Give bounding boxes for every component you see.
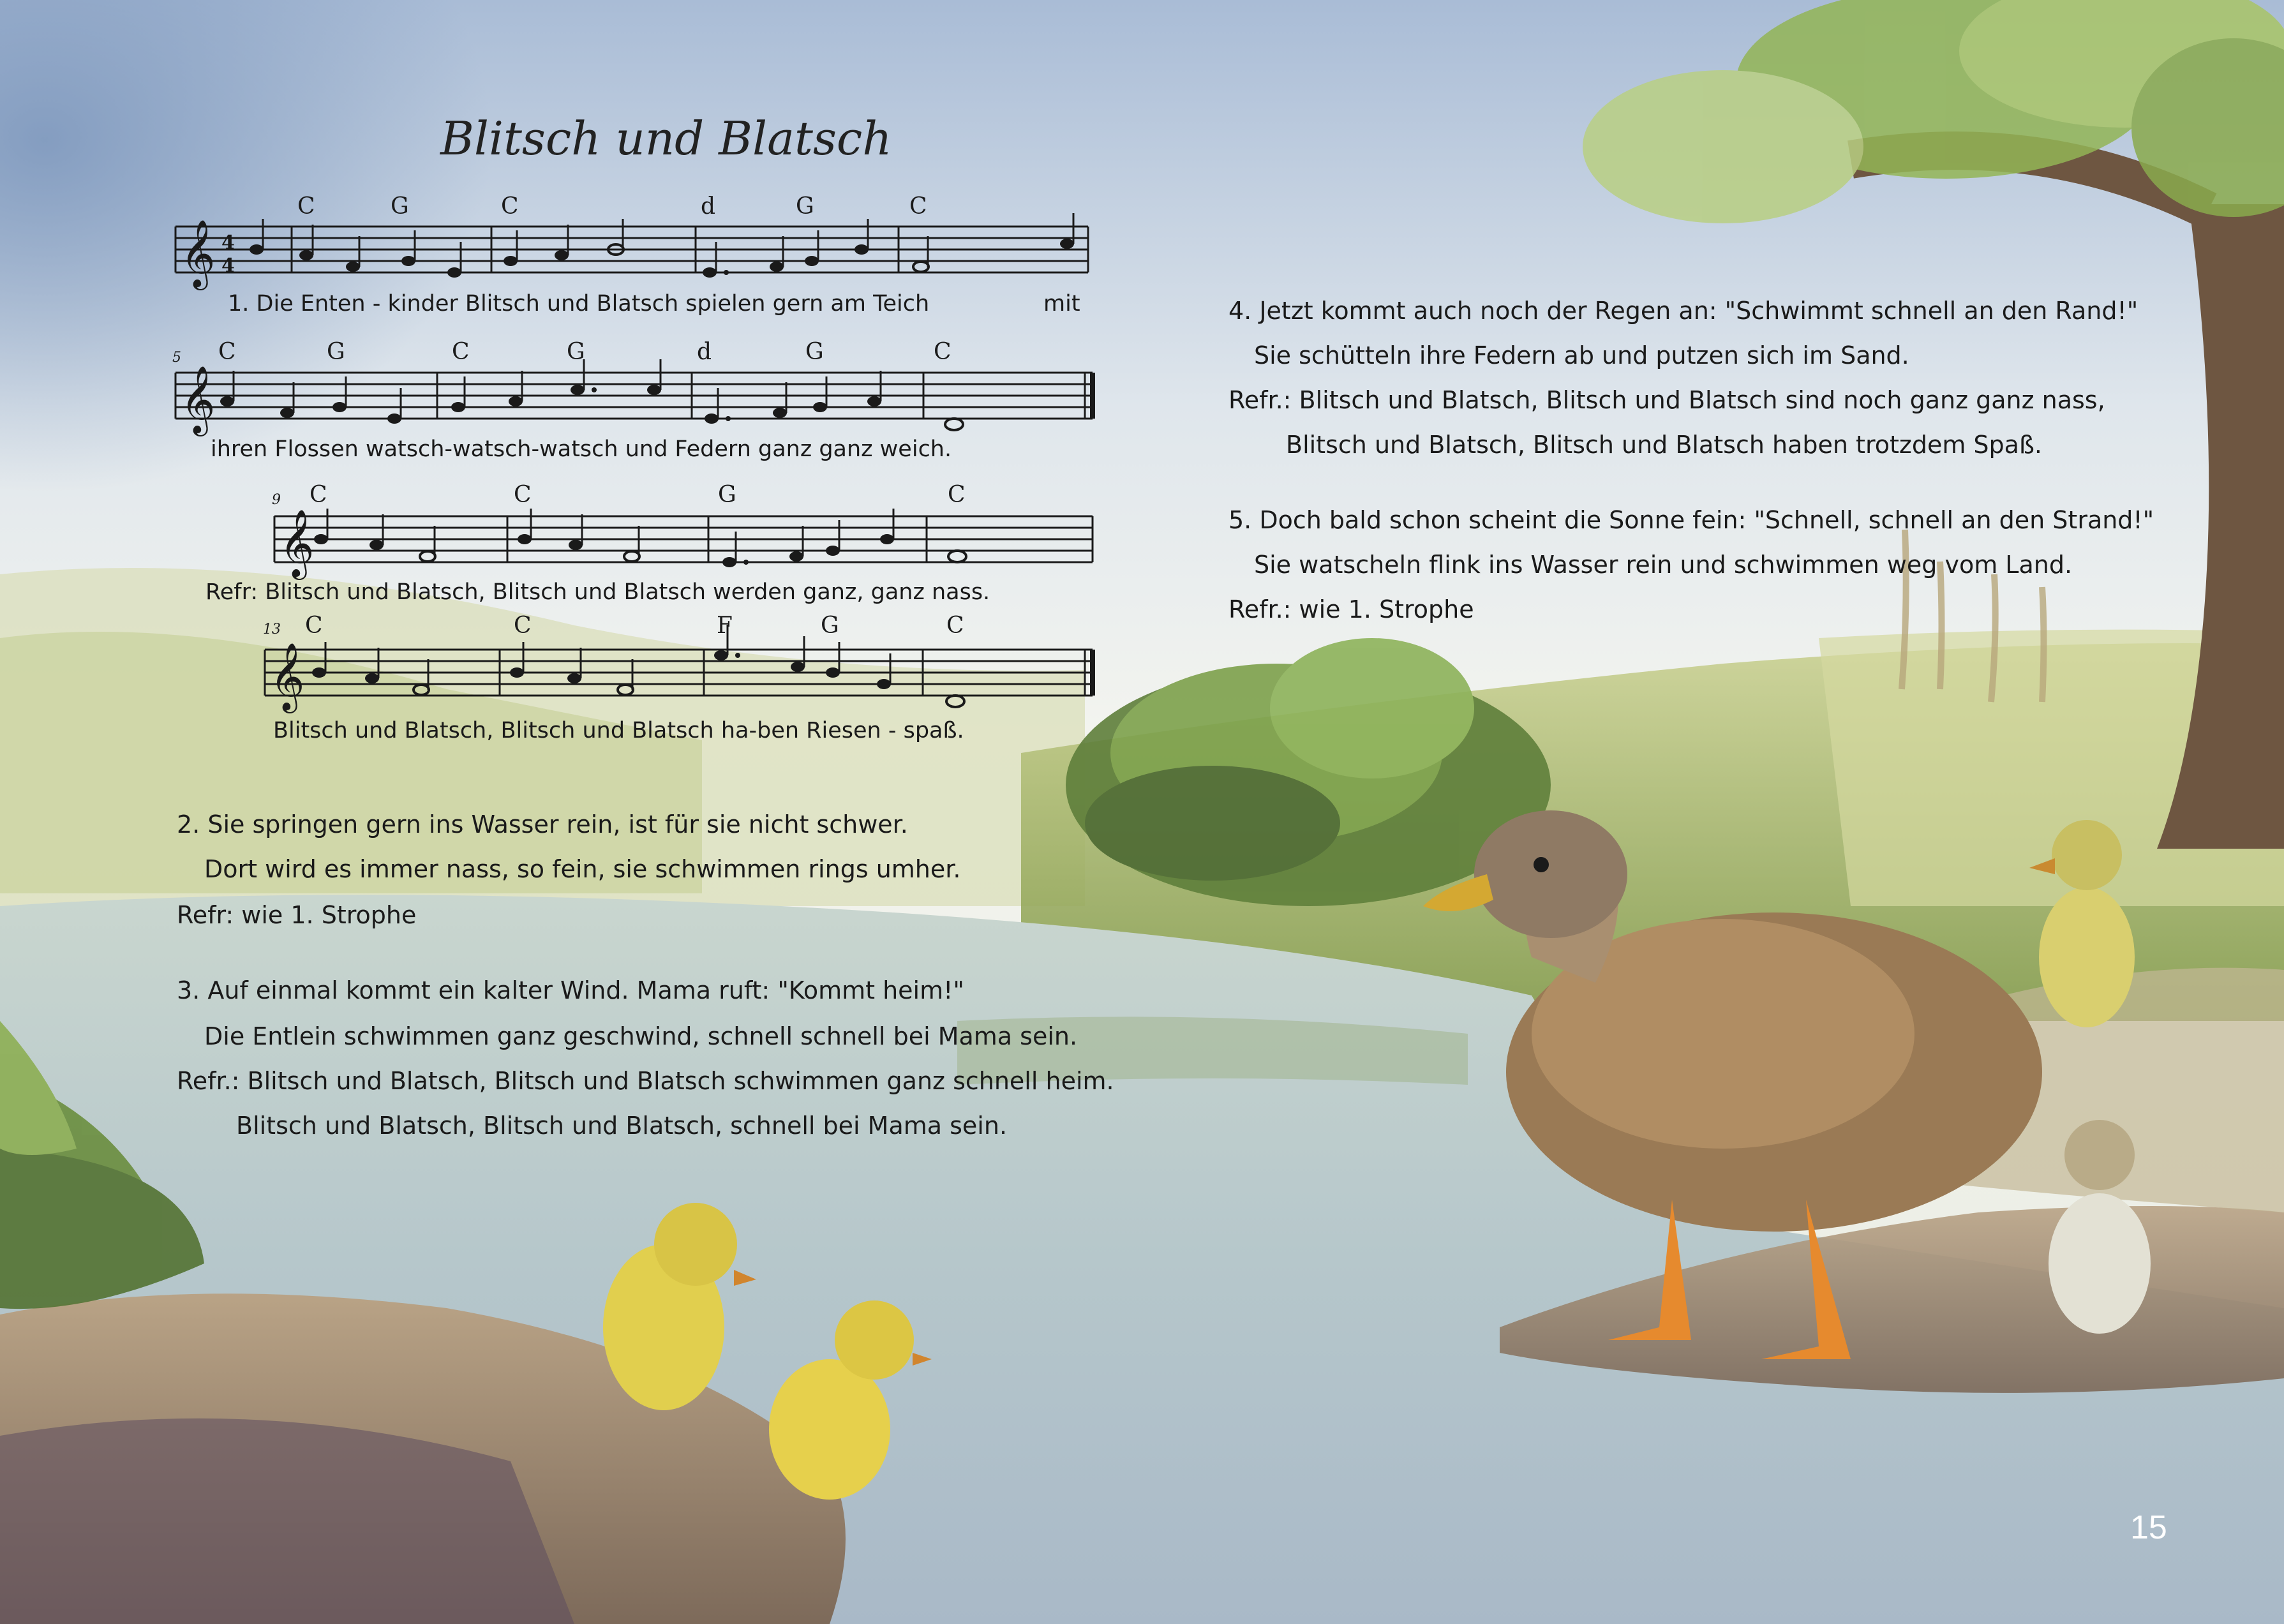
staff-3-chords bbox=[310, 482, 966, 508]
verse-4-refrain: Blitsch und Blatsch, Blitsch und Blatsch haben trotzdem Spaß. bbox=[1286, 431, 2042, 459]
page-number: 15 bbox=[2130, 1509, 2167, 1546]
verse-4-line: 4. Jetzt kommt auch noch der Regen an: "Schwimmt schnell an den Rand!" bbox=[1228, 297, 2138, 325]
chord: C bbox=[514, 482, 532, 508]
staff-3 bbox=[274, 516, 1093, 562]
treble-clef-icon: 𝄞 bbox=[280, 509, 315, 577]
verse-5-line: 5. Doch bald schon scheint die Sonne fein: "Schnell, schnell an den Strand!" bbox=[1228, 506, 2154, 534]
measure-number: 5 bbox=[172, 350, 181, 366]
chord: C bbox=[297, 193, 315, 220]
chord: C bbox=[310, 482, 327, 508]
verse-3-refrain: Refr.: Blitsch und Blatsch, Blitsch und Blatsch schwimmen ganz schnell heim. bbox=[177, 1067, 1114, 1095]
staff-1-lyric bbox=[228, 291, 929, 317]
treble-clef-icon: 𝄞 bbox=[181, 365, 216, 433]
chord: C bbox=[934, 339, 952, 365]
staff-1-chords bbox=[297, 193, 927, 220]
verse-2-line: 2. Sie springen gern ins Wasser rein, ist für sie nicht schwer. bbox=[177, 810, 908, 838]
verse-2-refrain: Refr: wie 1. Strophe bbox=[177, 901, 417, 929]
chord: G bbox=[821, 613, 839, 639]
staff-2-lyric: ihren Flossen watsch-watsch-watsch und Federn ganz ganz weich. bbox=[211, 436, 952, 462]
verse-4-line: Sie schütteln ihre Federn ab und putzen sich im Sand. bbox=[1254, 341, 1909, 369]
chord: G bbox=[567, 339, 585, 365]
chord: C bbox=[218, 339, 236, 365]
lyric-text: Die Enten - kinder Blitsch und Blatsch spielen gern am Teich bbox=[256, 291, 930, 317]
chord: C bbox=[452, 339, 470, 365]
chord: F bbox=[717, 613, 733, 639]
chord: G bbox=[391, 193, 409, 220]
chord: G bbox=[805, 339, 824, 365]
treble-clef-icon: 𝄞 bbox=[181, 219, 216, 287]
staff-4-lyric: Blitsch und Blatsch, Blitsch und Blatsch ha-ben Riesen - spaß. bbox=[273, 718, 964, 743]
staff-4 bbox=[265, 650, 1093, 696]
chord: G bbox=[796, 193, 814, 220]
verse-3-refrain: Blitsch und Blatsch, Blitsch und Blatsch, schnell bei Mama sein. bbox=[236, 1112, 1008, 1140]
time-sig-top: 4 bbox=[221, 232, 235, 254]
chord: C bbox=[501, 193, 519, 220]
verse-2-line: Dort wird es immer nass, so fein, sie schwimmen rings umher. bbox=[204, 855, 961, 883]
staff-1-notes bbox=[250, 213, 1074, 278]
chord: d bbox=[701, 193, 716, 220]
measure-number: 9 bbox=[272, 492, 281, 508]
staff-2 bbox=[175, 373, 1093, 419]
chord: C bbox=[948, 482, 966, 508]
chord: C bbox=[909, 193, 927, 220]
song-title: Blitsch und Blatsch bbox=[440, 112, 892, 165]
verse-number: 1. bbox=[228, 291, 250, 317]
staff-4-chords bbox=[305, 613, 964, 639]
verse-5-line: Sie watscheln flink ins Wasser rein und schwimmen weg vom Land. bbox=[1254, 551, 2073, 579]
chord: C bbox=[514, 613, 532, 639]
chord: G bbox=[718, 482, 736, 508]
verse-3-line: Die Entlein schwimmen ganz geschwind, schnell schnell bei Mama sein. bbox=[204, 1022, 1078, 1050]
verse-5-refrain: Refr.: wie 1. Strophe bbox=[1228, 595, 1474, 623]
time-sig-bottom: 4 bbox=[221, 255, 235, 277]
measure-number: 13 bbox=[263, 622, 281, 637]
staff-1-lyric-tail: mit bbox=[1043, 291, 1080, 317]
staff-3-lyric: Refr: Blitsch und Blatsch, Blitsch und Blatsch werden ganz, ganz nass. bbox=[205, 579, 990, 605]
verse-4-refrain: Refr.: Blitsch und Blatsch, Blitsch und Blatsch sind noch ganz ganz nass, bbox=[1228, 386, 2105, 414]
treble-clef-icon: 𝄞 bbox=[270, 642, 305, 710]
chord: C bbox=[305, 613, 323, 639]
staff-3-notes bbox=[314, 509, 966, 567]
chord: G bbox=[327, 339, 345, 365]
staff-2-chords bbox=[218, 339, 952, 365]
chord: C bbox=[946, 613, 964, 639]
verse-3-line: 3. Auf einmal kommt ein kalter Wind. Mama ruft: "Kommt heim!" bbox=[177, 976, 964, 1004]
chord: d bbox=[697, 339, 712, 365]
